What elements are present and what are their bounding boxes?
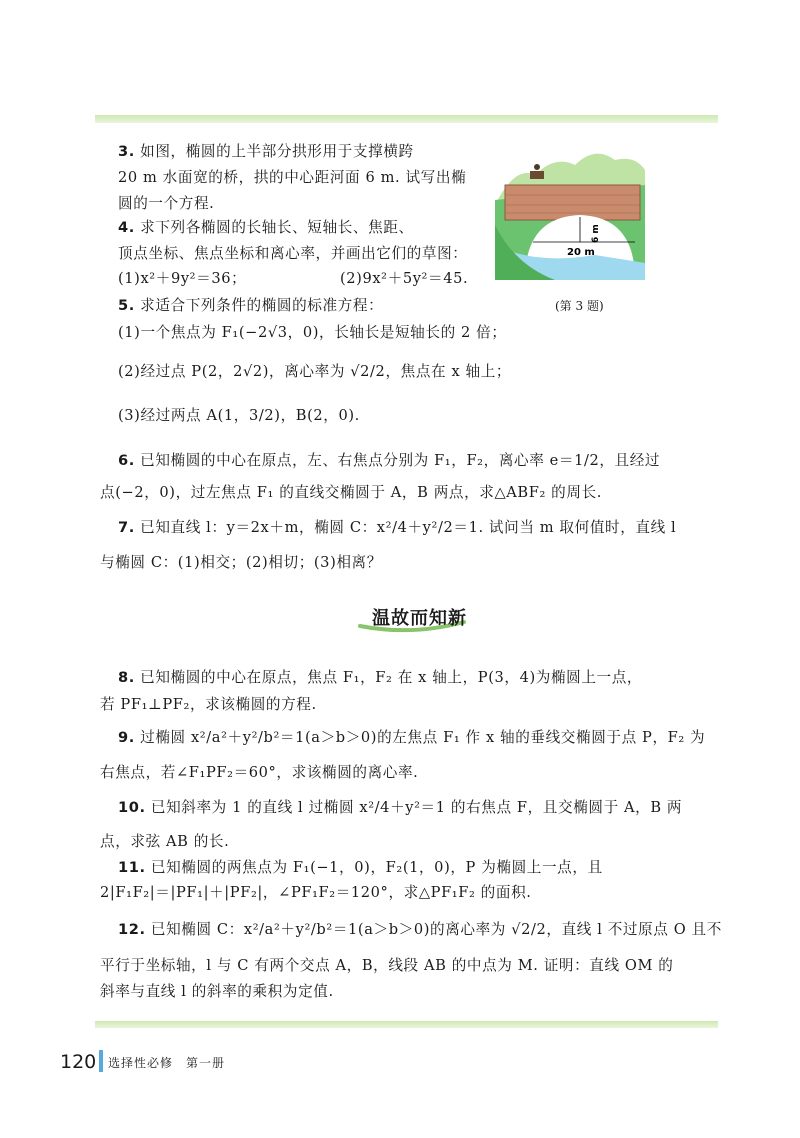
top-band bbox=[95, 115, 718, 123]
bridge-illustration bbox=[495, 145, 645, 280]
problem-5-sub-3: (3)经过两点 A(1，3/2)，B(2，0). bbox=[118, 407, 360, 424]
problem-11-line-2: 2|F₁F₂|＝|PF₁|＋|PF₂|，∠PF₁F₂＝120°，求△PF₁F₂ 的面积. bbox=[100, 884, 532, 901]
problem-4-line-3b: (2)9x²＋5y²＝45. bbox=[340, 270, 469, 287]
problem-10-line-1: 10. 已知斜率为 1 的直线 l 过椭圆 x²/4＋y²＝1 的右焦点 F，且交椭圆于 A，B 两 bbox=[118, 799, 683, 816]
problem-4-line-2: 顶点坐标、焦点坐标和离心率，并画出它们的草图： bbox=[118, 245, 468, 262]
problem-8-line-1: 8. 已知椭圆的中心在原点，焦点 F₁，F₂ 在 x 轴上，P(3，4)为椭圆上一点， bbox=[118, 669, 643, 686]
problem-5-line-1: 5. 求适合下列条件的椭圆的标准方程： bbox=[118, 297, 384, 314]
height-label: 6 m bbox=[591, 224, 601, 243]
problem-9-line-1: 9. 过椭圆 x²/a²＋y²/b²＝1(a＞b＞0)的左焦点 F₁ 作 x 轴的垂线交椭圆于点 P，F₂ 为 bbox=[118, 729, 706, 746]
problem-12-line-3: 斜率与直线 l 的斜率的乘积为定值. bbox=[100, 983, 334, 1000]
width-label: 20 m bbox=[567, 247, 595, 258]
problem-12-line-1: 12. 已知椭圆 C：x²/a²＋y²/b²＝1(a＞b＞0)的离心率为 √2/2，直线 l 不过原点 O 且不 bbox=[118, 921, 722, 938]
page-accent-bar bbox=[99, 1050, 103, 1072]
problem-12-line-2: 平行于坐标轴，l 与 C 有两个交点 A，B，线段 AB 的中点为 M. 证明：直线 OM 的 bbox=[100, 957, 674, 974]
problem-4-line-3a: (1)x²＋9y²＝36； bbox=[118, 270, 247, 287]
problem-6-line-1: 6. 已知椭圆的中心在原点，左、右焦点分别为 F₁，F₂，离心率 e＝1/2，且经过 bbox=[118, 452, 661, 469]
book-title: 选择性必修 第一册 bbox=[108, 1056, 226, 1070]
page-number: 120 bbox=[60, 1051, 97, 1073]
problem-3-line-2: 20 m 水面宽的桥，拱的中心距河面 6 m. 试写出椭 bbox=[118, 169, 467, 186]
problem-7-line-1: 7. 已知直线 l：y＝2x＋m，椭圆 C：x²/4＋y²/2＝1. 试问当 m 取何值时，直线 l bbox=[118, 519, 677, 536]
problem-5-sub-2: (2)经过点 P(2，2√2)，离心率为 √2/2，焦点在 x 轴上； bbox=[118, 363, 512, 380]
problem-10-line-2: 点，求弦 AB 的长. bbox=[100, 833, 230, 850]
problem-7-line-2: 与椭圆 C：(1)相交；(2)相切；(3)相离？ bbox=[100, 554, 382, 571]
problem-5-sub-1: (1)一个焦点为 F₁(−2√3，0)，长轴长是短轴长的 2 倍； bbox=[118, 324, 507, 341]
problem-6-line-2: 点(−2，0)，过左焦点 F₁ 的直线交椭圆于 A，B 两点，求△ABF₂ 的周长. bbox=[100, 484, 602, 501]
problem-8-line-2: 若 PF₁⊥PF₂，求该椭圆的方程. bbox=[100, 696, 317, 713]
problem-4-line-1: 4. 求下列各椭圆的长轴长、短轴长、焦距、 bbox=[118, 219, 414, 236]
problem-3-line-1: 3. 如图，椭圆的上半部分拱形用于支撑横跨 bbox=[118, 143, 414, 160]
problem-11-line-1: 11. 已知椭圆的两焦点为 F₁(−1，0)，F₂(1，0)，P 为椭圆上一点，且 bbox=[118, 859, 603, 876]
problem-9-line-2: 右焦点，若∠F₁PF₂＝60°，求该椭圆的离心率. bbox=[100, 764, 419, 781]
problem-3-line-3: 圆的一个方程. bbox=[118, 195, 215, 212]
bottom-band bbox=[95, 1021, 718, 1028]
figure-caption: (第 3 题) bbox=[555, 299, 604, 313]
section-title: 温故而知新 bbox=[372, 608, 467, 629]
